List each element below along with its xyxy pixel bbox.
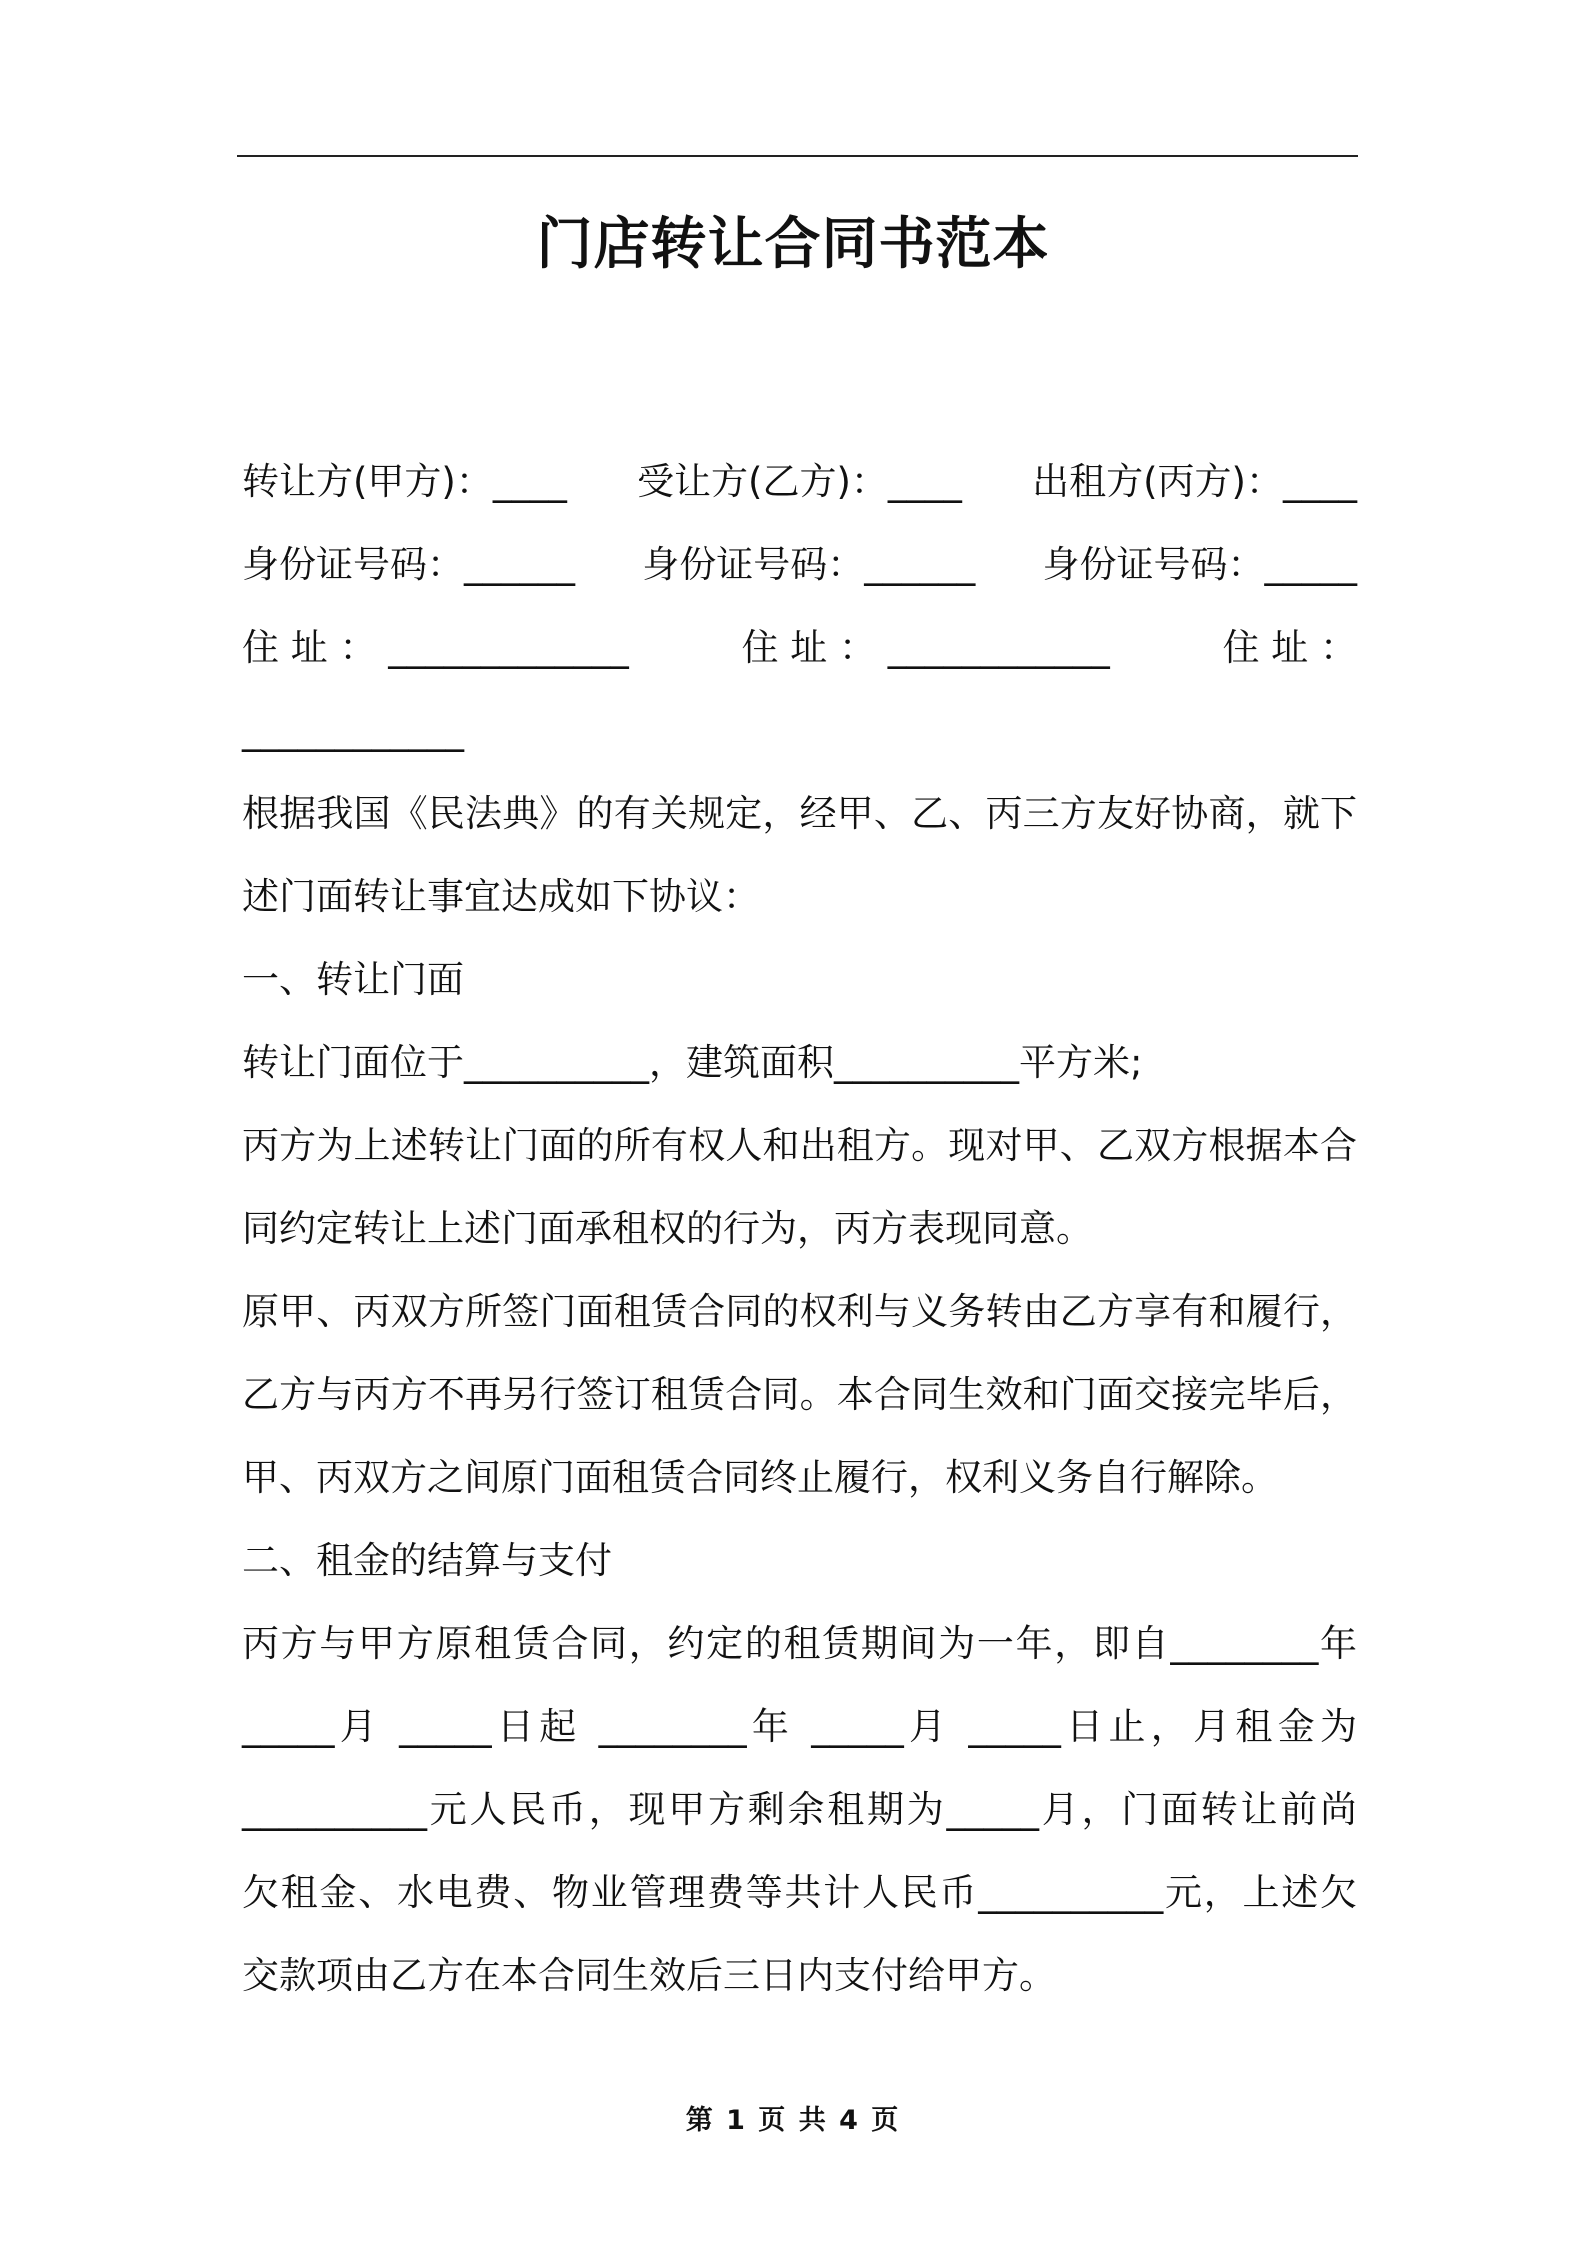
paragraph-line: 原甲、丙双方所签门面租赁合同的权利与义务转由乙方享有和履行， <box>242 1290 1357 1333</box>
paragraph-line: _____月 _____日起 ________年 _____月 _____日止，月租金为 <box>242 1705 1357 1748</box>
party-b-name: 受让方(乙方)：____ <box>637 460 962 503</box>
party-a-name: 转让方(甲方)：____ <box>242 460 567 503</box>
party-id-row <box>242 523 1357 606</box>
header-rule <box>237 155 1358 157</box>
paragraph-line: 欠租金、水电费、物业管理费等共计人民币__________元，上述欠 <box>242 1871 1357 1914</box>
party-b-address: 住 址 ： ____________ <box>741 626 1110 669</box>
page-number: 第 1 页 共 4 页 <box>685 2105 901 2136</box>
party-b-id: 身份证号码：______ <box>642 543 976 586</box>
paragraph-line: 转让门面位于__________，建筑面积__________平方米; <box>242 1041 1143 1084</box>
paragraph-line: 述门面转让事宜达成如下协议： <box>242 875 760 918</box>
party-c-id: 身份证号码：_____ <box>1042 543 1357 586</box>
party-c-address-blank: ____________ <box>242 709 464 752</box>
paragraph-line: 丙方与甲方原租赁合同，约定的租赁期间为一年，即自________年 <box>242 1622 1357 1665</box>
paragraph-line: 根据我国《民法典》的有关规定，经甲、乙、丙三方友好协商，就下 <box>242 792 1357 835</box>
party-a-address: 住 址 ： _____________ <box>242 626 629 669</box>
paragraph-line: 甲、丙双方之间原门面租赁合同终止履行，权利义务自行解除。 <box>242 1456 1278 1499</box>
paragraph-line: 乙方与丙方不再另行签订租赁合同。本合同生效和门面交接完毕后， <box>242 1373 1357 1416</box>
party-names-row <box>242 440 1357 523</box>
party-address-row <box>242 606 1357 689</box>
party-c-name: 出租方(丙方)：____ <box>1032 460 1357 503</box>
section-heading: 一、转让门面 <box>242 958 464 1001</box>
paragraph-line: 丙方为上述转让门面的所有权人和出租方。现对甲、乙双方根据本合 <box>242 1124 1357 1167</box>
party-c-address: 住 址 ： <box>1222 626 1357 669</box>
document-title: 门店转让合同书范本 <box>536 212 1050 277</box>
paragraph-line: 同约定转让上述门面承租权的行为，丙方表现同意。 <box>242 1207 1093 1250</box>
section-heading: 二、租金的结算与支付 <box>242 1539 612 1582</box>
document-body <box>242 440 1357 2017</box>
paragraph-line: 交款项由乙方在本合同生效后三日内支付给甲方。 <box>242 1954 1056 1997</box>
paragraph-line: __________元人民币，现甲方剩余租期为_____月，门面转让前尚 <box>242 1788 1357 1831</box>
party-a-id: 身份证号码：______ <box>242 543 575 586</box>
